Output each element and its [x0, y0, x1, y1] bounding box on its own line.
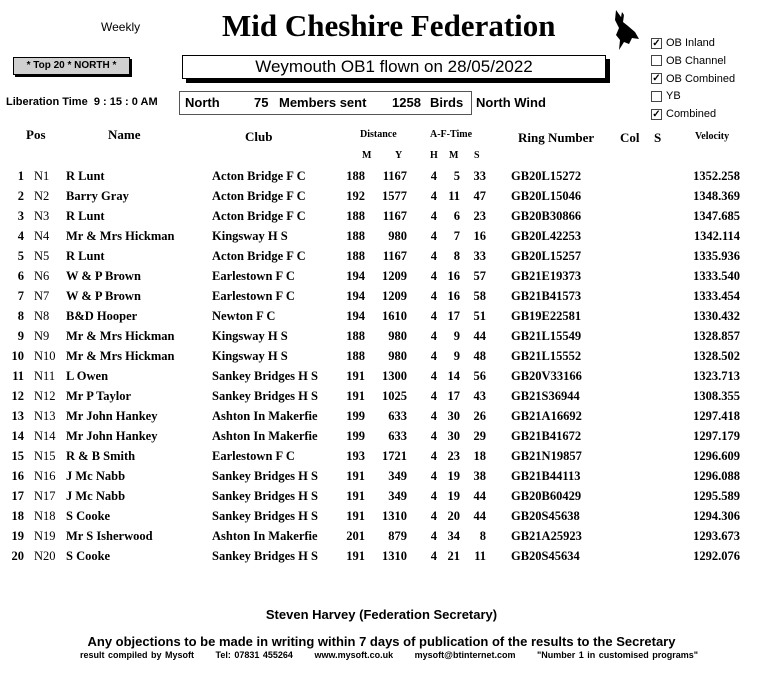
row-club: Acton Bridge F C [212, 209, 306, 223]
pigeon-logo-icon [612, 8, 640, 52]
section-summary [179, 91, 472, 115]
row-aft-seconds: 23 [473, 209, 486, 223]
row-club: Newton F C [212, 309, 276, 323]
row-aft-seconds: 33 [473, 249, 486, 263]
row-velocity: 1342.114 [693, 229, 740, 243]
row-aft-minutes: 5 [453, 169, 460, 183]
race-title: Weymouth OB1 flown on 28/05/2022 [182, 55, 606, 79]
row-aft-seconds: 18 [473, 449, 486, 463]
row-ring: GB20L15272 [511, 169, 582, 183]
table-row [0, 549, 763, 569]
row-dist-yards: 1209 [382, 289, 407, 303]
row-aft-seconds: 38 [473, 469, 486, 483]
row-dist-miles: 199 [346, 409, 365, 423]
row-aft-minutes: 9 [453, 329, 460, 343]
row-aft-minutes: 11 [448, 189, 460, 203]
col-name: Name [108, 127, 141, 142]
col-aft-m: M [449, 150, 459, 161]
row-section-pos: N20 [34, 549, 56, 563]
row-aft-minutes: 17 [447, 389, 460, 403]
row-aft-minutes: 19 [447, 469, 460, 483]
row-aft-seconds: 56 [473, 369, 486, 383]
row-dist-miles: 199 [346, 429, 365, 443]
row-velocity: 1323.713 [693, 369, 740, 383]
row-dist-yards: 633 [388, 409, 407, 423]
birds-label: Birds [430, 95, 464, 110]
row-name: J Mc Nabb [66, 469, 126, 483]
row-name: Mr & Mrs Hickman [66, 349, 175, 363]
secretary: Steven Harvey (Federation Secretary) [265, 607, 498, 622]
website-link[interactable]: www.mysoft.co.uk [314, 650, 394, 660]
row-club: Ashton In Makerfie [212, 529, 318, 543]
row-pos: 12 [11, 389, 24, 403]
row-name: R Lunt [66, 249, 105, 263]
row-club: Sankey Bridges H S [212, 509, 318, 523]
row-name: R & B Smith [66, 449, 136, 463]
row-aft-hours: 4 [430, 489, 437, 503]
row-dist-miles: 188 [346, 169, 365, 183]
row-aft-minutes: 7 [453, 229, 460, 243]
top20-badge: * Top 20 * NORTH * [13, 57, 130, 75]
row-pos: 6 [17, 269, 24, 283]
table-row [0, 489, 763, 509]
table-row [0, 209, 763, 229]
birds-count: 1258 [392, 95, 421, 110]
row-club: Acton Bridge F C [212, 169, 306, 183]
row-name: W & P Brown [66, 269, 141, 283]
row-ring: GB20L15257 [511, 249, 582, 263]
row-ring: GB19E22581 [511, 309, 582, 323]
col-sex: S [654, 130, 662, 145]
row-velocity: 1308.355 [693, 389, 740, 403]
row-aft-seconds: 8 [479, 529, 486, 543]
row-aft-seconds: 51 [473, 309, 486, 323]
row-pos: 2 [17, 189, 24, 203]
row-aft-seconds: 11 [474, 549, 486, 563]
row-ring: GB21L15549 [511, 329, 582, 343]
row-aft-seconds: 47 [473, 189, 486, 203]
row-section-pos: N4 [34, 229, 50, 243]
row-aft-hours: 4 [430, 429, 437, 443]
row-pos: 13 [11, 409, 24, 423]
row-dist-yards: 879 [388, 529, 407, 543]
slogan: "Number 1 in customised programs" [536, 650, 699, 660]
row-aft-hours: 4 [430, 169, 437, 183]
row-ring: GB20B30866 [511, 209, 582, 223]
row-dist-miles: 191 [346, 489, 365, 503]
row-pos: 18 [11, 509, 24, 523]
row-aft-hours: 4 [430, 229, 437, 243]
row-section-pos: N8 [34, 309, 50, 323]
row-club: Acton Bridge F C [212, 249, 306, 263]
row-aft-seconds: 57 [473, 269, 486, 283]
row-dist-miles: 193 [346, 449, 365, 463]
row-aft-minutes: 17 [447, 309, 460, 323]
row-pos: 17 [11, 489, 24, 503]
col-distance: Distance [360, 129, 397, 140]
row-pos: 3 [17, 209, 24, 223]
checkbox-empty-icon[interactable] [651, 55, 662, 66]
row-velocity: 1330.432 [693, 309, 740, 323]
row-pos: 4 [17, 229, 24, 243]
row-dist-yards: 980 [388, 349, 407, 363]
row-aft-hours: 4 [430, 389, 437, 403]
row-aft-hours: 4 [430, 529, 437, 543]
table-row [0, 349, 763, 369]
col-velocity: Velocity [695, 131, 730, 142]
row-aft-seconds: 26 [473, 409, 486, 423]
row-dist-yards: 1025 [382, 389, 407, 403]
row-ring: GB20L15046 [511, 189, 582, 203]
row-section-pos: N6 [34, 269, 50, 283]
row-velocity: 1328.857 [693, 329, 740, 343]
row-aft-minutes: 30 [447, 429, 460, 443]
telephone: Tel: 07831 455264 [215, 650, 293, 660]
col-aft-h: H [430, 150, 438, 161]
row-pos: 16 [11, 469, 24, 483]
row-name: W & P Brown [66, 289, 141, 303]
row-velocity: 1348.369 [693, 189, 740, 203]
row-name: Mr & Mrs Hickman [66, 329, 175, 343]
row-name: B&D Hooper [66, 309, 138, 323]
row-section-pos: N1 [34, 169, 50, 183]
table-row [0, 529, 763, 549]
row-ring: GB20S45634 [511, 549, 580, 563]
row-pos: 15 [11, 449, 24, 463]
row-pos: 9 [17, 329, 24, 343]
col-colour: Col [620, 130, 640, 145]
row-aft-minutes: 14 [447, 369, 460, 383]
table-row [0, 269, 763, 289]
row-velocity: 1333.540 [693, 269, 740, 283]
row-pos: 11 [12, 369, 24, 383]
row-dist-miles: 194 [346, 309, 365, 323]
table-row [0, 409, 763, 429]
row-name: S Cooke [66, 509, 111, 523]
weekly-label: Weekly [101, 20, 141, 34]
row-dist-yards: 1209 [382, 269, 407, 283]
option-ob-combined[interactable]: ✓ OB Combined [652, 72, 736, 85]
row-club: Sankey Bridges H S [212, 549, 318, 563]
row-dist-miles: 188 [346, 209, 365, 223]
col-aft-s: S [474, 150, 480, 161]
row-velocity: 1293.673 [693, 529, 740, 543]
row-dist-yards: 980 [388, 329, 407, 343]
row-aft-hours: 4 [430, 409, 437, 423]
option-ob-channel[interactable]: OB Channel [651, 53, 735, 69]
row-aft-seconds: 44 [473, 489, 486, 503]
row-section-pos: N5 [34, 249, 50, 263]
row-dist-miles: 194 [346, 269, 365, 283]
row-dist-yards: 1167 [382, 169, 407, 183]
row-section-pos: N13 [34, 409, 56, 423]
col-club: Club [245, 129, 273, 144]
row-dist-yards: 1310 [382, 549, 407, 563]
compiled-by: result compiled by Mysoft [80, 650, 195, 660]
row-aft-seconds: 43 [473, 389, 486, 403]
table-row [0, 449, 763, 469]
row-aft-seconds: 29 [473, 429, 486, 443]
row-ring: GB20B60429 [511, 489, 582, 503]
row-section-pos: N19 [34, 529, 56, 543]
row-section-pos: N11 [34, 369, 56, 383]
row-velocity: 1295.589 [693, 489, 740, 503]
row-dist-yards: 1167 [382, 209, 407, 223]
row-section-pos: N3 [34, 209, 50, 223]
row-aft-hours: 4 [430, 509, 437, 523]
row-aft-minutes: 21 [447, 549, 460, 563]
col-ring: Ring Number [518, 130, 595, 145]
row-velocity: 1296.088 [693, 469, 740, 483]
row-pos: 19 [11, 529, 24, 543]
row-velocity: 1297.179 [693, 429, 740, 443]
row-club: Sankey Bridges H S [212, 369, 318, 383]
row-dist-miles: 191 [346, 389, 365, 403]
row-dist-yards: 1610 [382, 309, 407, 323]
row-aft-hours: 4 [430, 329, 437, 343]
row-name: R Lunt [66, 169, 105, 183]
row-aft-hours: 4 [430, 249, 437, 263]
col-dist-m: M [362, 150, 372, 161]
row-aft-hours: 4 [430, 349, 437, 363]
row-section-pos: N14 [34, 429, 56, 443]
row-pos: 8 [17, 309, 24, 323]
page-title: Mid Cheshire Federation [222, 8, 556, 43]
row-name: Mr John Hankey [66, 409, 158, 423]
row-aft-minutes: 20 [447, 509, 460, 523]
row-name: Mr P Taylor [66, 389, 132, 403]
row-club: Ashton In Makerfie [212, 409, 318, 423]
row-dist-miles: 188 [346, 349, 365, 363]
row-aft-seconds: 16 [473, 229, 486, 243]
col-dist-y: Y [395, 150, 403, 161]
row-dist-yards: 980 [388, 229, 407, 243]
row-club: Kingsway H S [212, 229, 288, 243]
row-dist-yards: 1310 [382, 509, 407, 523]
checkbox-checked-icon[interactable]: ✓ [652, 108, 661, 120]
table-row [0, 189, 763, 209]
row-name: Mr & Mrs Hickman [66, 229, 175, 243]
row-aft-minutes: 30 [447, 409, 460, 423]
row-pos: 5 [17, 249, 24, 263]
checkbox-empty-icon[interactable] [651, 91, 662, 102]
row-dist-miles: 191 [346, 549, 365, 563]
row-aft-minutes: 9 [453, 349, 460, 363]
row-club: Sankey Bridges H S [212, 389, 318, 403]
row-ring: GB21N19857 [511, 449, 582, 463]
row-dist-miles: 191 [346, 509, 365, 523]
row-dist-yards: 633 [388, 429, 407, 443]
row-aft-hours: 4 [430, 289, 437, 303]
row-section-pos: N10 [34, 349, 56, 363]
col-aft: A-F-Time [430, 129, 473, 140]
row-club: Kingsway H S [212, 329, 288, 343]
members-label: Members sent [279, 95, 367, 110]
row-aft-minutes: 8 [453, 249, 460, 263]
row-dist-miles: 191 [346, 369, 365, 383]
row-dist-miles: 188 [346, 329, 365, 343]
row-section-pos: N7 [34, 289, 50, 303]
row-aft-minutes: 19 [447, 489, 460, 503]
members-count: 75 [254, 95, 269, 110]
row-velocity: 1333.454 [693, 289, 740, 303]
row-velocity: 1352.258 [693, 169, 740, 183]
row-name: Barry Gray [66, 189, 129, 203]
row-club: Sankey Bridges H S [212, 489, 318, 503]
row-name: S Cooke [66, 549, 111, 563]
row-ring: GB21B41672 [511, 429, 582, 443]
row-section-pos: N2 [34, 189, 50, 203]
row-name: L Owen [66, 369, 109, 383]
row-velocity: 1296.609 [693, 449, 740, 463]
row-pos: 14 [11, 429, 24, 443]
table-row [0, 369, 763, 389]
row-club: Ashton In Makerfie [212, 429, 318, 443]
table-row [0, 289, 763, 309]
row-velocity: 1328.502 [693, 349, 740, 363]
table-row [0, 509, 763, 529]
row-club: Earlestown F C [212, 449, 295, 463]
objections-notice: Any objections to be made in writing within 7 days of publication of the results to the Secretary [87, 634, 676, 649]
row-aft-hours: 4 [430, 369, 437, 383]
row-club: Kingsway H S [212, 349, 288, 363]
row-velocity: 1292.076 [693, 549, 740, 563]
row-name: Mr John Hankey [66, 429, 158, 443]
option-ob-inland[interactable]: ✓ OB Inland [652, 37, 715, 49]
row-aft-seconds: 58 [473, 289, 486, 303]
row-club: Sankey Bridges H S [212, 469, 318, 483]
row-aft-hours: 4 [430, 469, 437, 483]
wind-direction: North Wind [476, 95, 546, 110]
row-aft-hours: 4 [430, 269, 437, 283]
row-aft-hours: 4 [430, 309, 437, 323]
table-row [0, 389, 763, 409]
table-row [0, 169, 763, 189]
row-name: R Lunt [66, 209, 105, 223]
row-aft-seconds: 44 [473, 509, 486, 523]
row-dist-miles: 188 [346, 229, 365, 243]
row-dist-yards: 1167 [382, 249, 407, 263]
row-aft-hours: 4 [430, 189, 437, 203]
row-dist-miles: 188 [346, 249, 365, 263]
option-yb[interactable]: YB [651, 88, 735, 104]
row-ring: GB21L15552 [511, 349, 582, 363]
race-options [651, 35, 735, 124]
row-ring: GB20S45638 [511, 509, 580, 523]
row-pos: 10 [11, 349, 24, 363]
row-dist-miles: 192 [346, 189, 365, 203]
row-aft-seconds: 33 [473, 169, 486, 183]
row-dist-miles: 201 [346, 529, 365, 543]
row-ring: GB21A25923 [511, 529, 582, 543]
col-pos: Pos [26, 127, 46, 142]
row-aft-minutes: 34 [447, 529, 460, 543]
table-row [0, 249, 763, 269]
liberation-time: Liberation Time 9 : 15 : 0 AM [6, 96, 158, 108]
row-club: Earlestown F C [212, 269, 295, 283]
footer-credits [80, 650, 716, 660]
row-section-pos: N9 [34, 329, 50, 343]
row-velocity: 1297.418 [693, 409, 740, 423]
table-row [0, 229, 763, 249]
row-pos: 7 [17, 289, 24, 303]
row-velocity: 1294.306 [693, 509, 740, 523]
table-row [0, 329, 763, 349]
row-section-pos: N12 [34, 389, 56, 403]
row-section-pos: N17 [34, 489, 56, 503]
row-ring: GB21B41573 [511, 289, 582, 303]
row-dist-yards: 349 [388, 489, 407, 503]
checkbox-checked-icon[interactable]: ✓ [652, 73, 661, 85]
checkbox-checked-icon[interactable]: ✓ [652, 37, 661, 49]
row-dist-yards: 1577 [382, 189, 407, 203]
row-aft-seconds: 48 [473, 349, 486, 363]
row-club: Acton Bridge F C [212, 189, 306, 203]
row-pos: 1 [17, 169, 24, 183]
table-row [0, 469, 763, 489]
row-aft-seconds: 44 [473, 329, 486, 343]
row-section-pos: N16 [34, 469, 56, 483]
row-aft-hours: 4 [430, 209, 437, 223]
row-ring: GB21E19373 [511, 269, 582, 283]
row-club: Earlestown F C [212, 289, 295, 303]
row-aft-minutes: 16 [447, 269, 460, 283]
row-ring: GB20V33166 [511, 369, 582, 383]
row-dist-yards: 1300 [382, 369, 407, 383]
row-dist-miles: 194 [346, 289, 365, 303]
row-name: J Mc Nabb [66, 489, 126, 503]
row-velocity: 1347.685 [693, 209, 740, 223]
table-row [0, 309, 763, 329]
row-velocity: 1335.936 [693, 249, 740, 263]
row-ring: GB21B44113 [511, 469, 581, 483]
row-aft-minutes: 16 [447, 289, 460, 303]
option-combined[interactable]: ✓ Combined [652, 108, 717, 121]
row-ring: GB21S36944 [511, 389, 580, 403]
row-pos: 20 [11, 549, 24, 563]
row-name: Mr S Isherwood [66, 529, 153, 543]
row-ring: GB21A16692 [511, 409, 582, 423]
row-ring: GB20L42253 [511, 229, 582, 243]
row-dist-yards: 349 [388, 469, 407, 483]
row-aft-minutes: 6 [453, 209, 460, 223]
row-aft-minutes: 23 [447, 449, 460, 463]
row-aft-hours: 4 [430, 549, 437, 563]
email-link[interactable]: mysoft@btinternet.com [414, 650, 516, 660]
row-aft-hours: 4 [430, 449, 437, 463]
table-row [0, 429, 763, 449]
row-section-pos: N18 [34, 509, 56, 523]
row-dist-yards: 1721 [382, 449, 407, 463]
row-section-pos: N15 [34, 449, 56, 463]
row-dist-miles: 191 [346, 469, 365, 483]
section-name: North [185, 95, 220, 110]
